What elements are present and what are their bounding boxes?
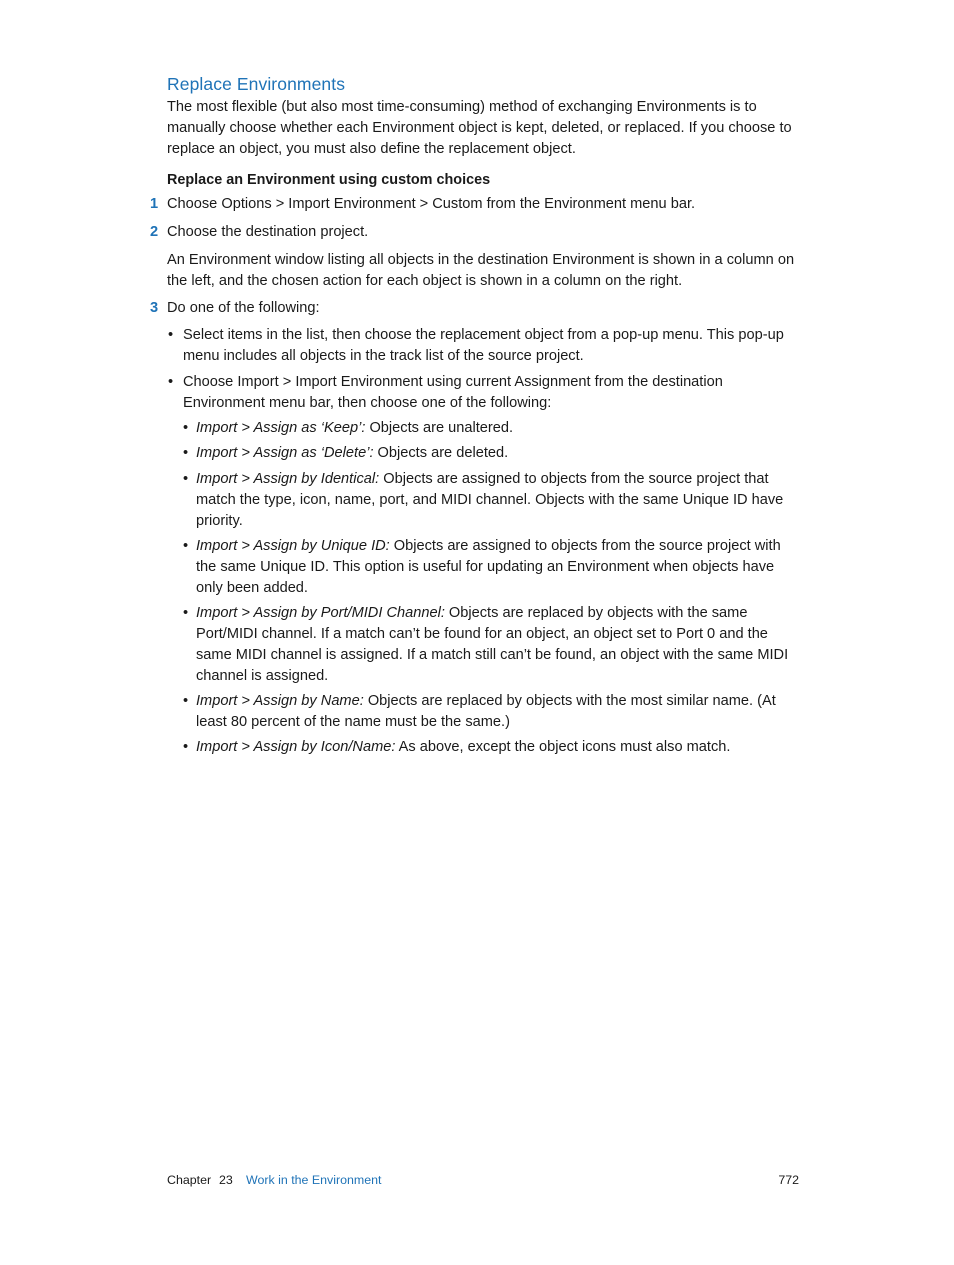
step-number: 2 — [150, 224, 159, 240]
step-text: Choose Options > Import Environment > Custom from the Environment menu bar. — [167, 196, 696, 212]
option-term: Import > Assign by Name: — [196, 693, 364, 709]
step-1 — [150, 194, 799, 215]
list-item-text: Choose Import > Import Environment using current Assignment from the destination Environment menu bar, then choose one of the following: — [183, 374, 723, 411]
sub-list-item — [183, 443, 796, 464]
option-description: Objects are unaltered. — [365, 420, 514, 436]
footer-chapter-number: 23 — [219, 1173, 233, 1187]
step-3 — [150, 298, 799, 319]
option-term: Import > Assign by Port/MIDI Channel: — [196, 605, 445, 621]
footer-page-number: 772 — [778, 1173, 799, 1187]
option-description: Objects are replaced by objects with the same Port/MIDI channel. If a match can’t be found for an object, an object set to Port 0 and the same MIDI channel is assigned. If a match still can’t be found, an object with the same MIDI channel is assigned. — [196, 605, 789, 684]
step-text: Do one of the following: — [167, 300, 320, 316]
page-footer — [167, 1173, 799, 1191]
sub-list-item — [183, 418, 796, 439]
section-title: Replace Environments — [167, 74, 346, 94]
step-2 — [150, 222, 799, 243]
intro-paragraph: The most flexible (but also most time-consuming) method of exchanging Environments is to manually choose whether each Environment object is kept, deleted, or replaced. If you choose to replace an object, you must also define the replacement object. — [167, 99, 792, 157]
option-term: Import > Assign as ‘Delete’: — [196, 445, 374, 461]
option-description: As above, except the object icons must also match. — [395, 739, 731, 755]
option-term: Import > Assign by Unique ID: — [196, 538, 390, 554]
option-term: Import > Assign by Icon/Name: — [196, 739, 396, 755]
option-term: Import > Assign as ‘Keep’: — [196, 420, 366, 436]
bullet-icon: • — [183, 739, 189, 755]
list-item — [168, 325, 799, 367]
bullet-icon: • — [183, 538, 189, 554]
bullet-icon: • — [168, 374, 174, 390]
option-description: Objects are replaced by objects with the most similar name. (At least 80 percent of the name must be the same.) — [196, 693, 776, 730]
task-title: Replace an Environment using custom choices — [167, 172, 491, 188]
option-description: Objects are assigned to objects from the source project with the same Unique ID. This option is useful for updating an Environment when objects have only been added. — [196, 538, 781, 596]
option-description: Objects are assigned to objects from the source project that match the type, icon, name, port, and MIDI channel. Objects with the same Unique ID have priority. — [196, 471, 784, 529]
list-item — [168, 372, 799, 414]
option-term: Import > Assign by Identical: — [196, 471, 380, 487]
bullet-icon: • — [183, 445, 189, 461]
sub-list-item — [183, 469, 796, 532]
bullet-icon: • — [168, 327, 174, 343]
bullet-icon: • — [183, 471, 189, 487]
sub-list-item — [183, 603, 796, 687]
footer-chapter-link[interactable]: Work in the Environment — [246, 1173, 382, 1187]
bullet-icon: • — [183, 420, 189, 436]
footer-chapter-label: Chapter — [167, 1173, 212, 1187]
step-number: 3 — [150, 300, 159, 316]
sub-list-item — [183, 536, 796, 599]
step-2-note: An Environment window listing all objects in the destination Environment is shown in a column on the left, and the chosen action for each object is shown in a column on the right. — [167, 252, 795, 289]
step-text: Choose the destination project. — [167, 224, 369, 240]
list-item-text: Select items in the list, then choose the replacement object from a pop-up menu. This pop-up menu includes all objects in the track list of the source project. — [183, 327, 784, 364]
sub-list-item — [183, 737, 796, 758]
bullet-icon: • — [183, 605, 189, 621]
step-number: 1 — [150, 196, 159, 212]
sub-list-item — [183, 691, 796, 733]
bullet-icon: • — [183, 693, 189, 709]
option-description: Objects are deleted. — [373, 445, 509, 461]
